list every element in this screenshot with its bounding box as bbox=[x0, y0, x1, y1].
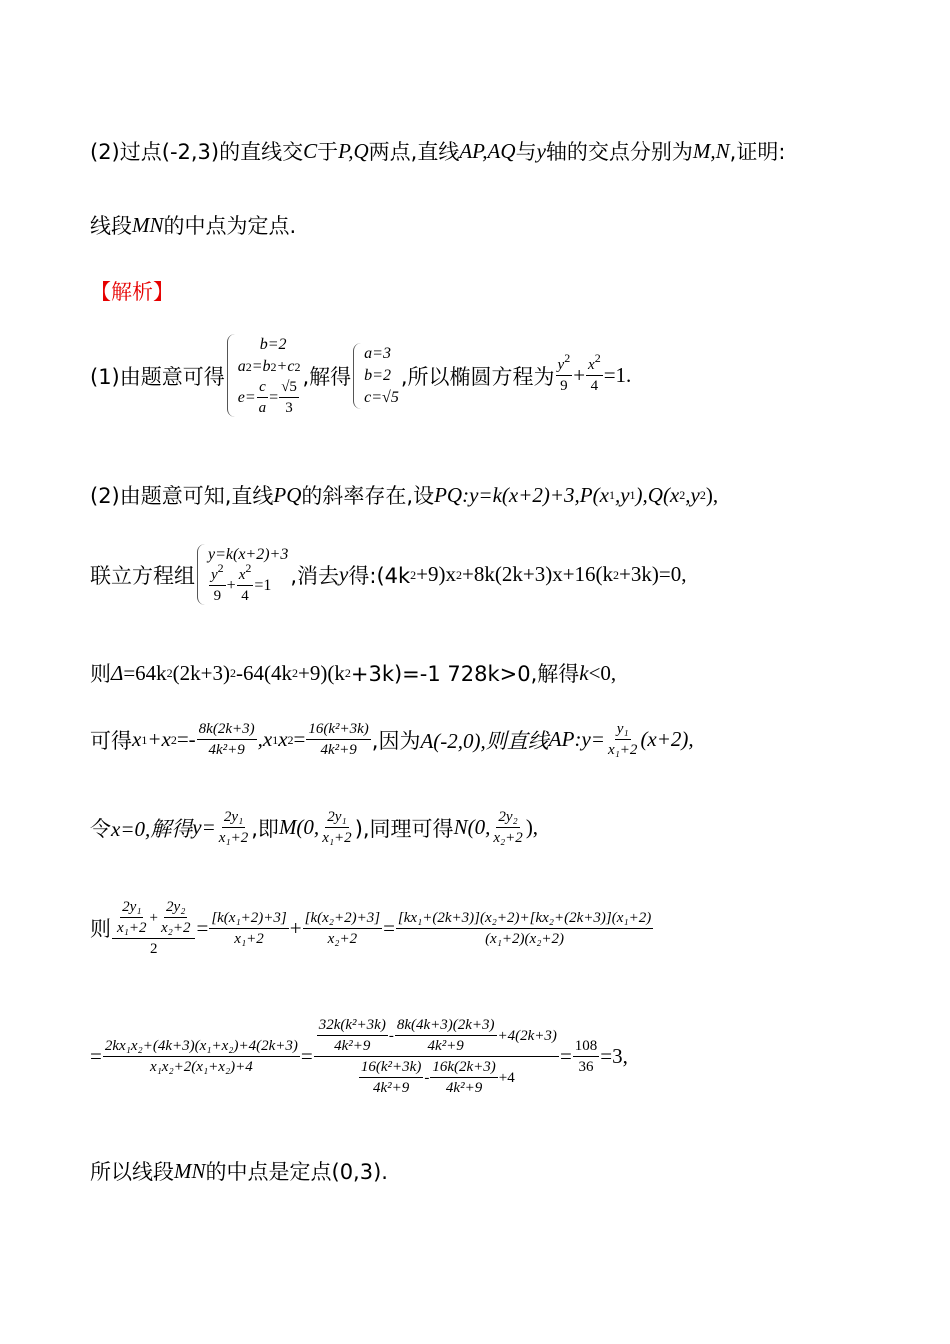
text: 的中点是定点(0,3). bbox=[205, 1160, 388, 1184]
text: AP,AQ bbox=[459, 138, 516, 163]
equation-system-3 bbox=[197, 544, 288, 605]
part2-line-7 bbox=[90, 1016, 628, 1097]
eq: y=k(x+2)+3 bbox=[208, 546, 289, 563]
text: PQ bbox=[273, 482, 302, 507]
text: MN bbox=[132, 212, 164, 237]
text: ), bbox=[525, 815, 539, 839]
text: x bbox=[278, 727, 288, 751]
eq: a bbox=[237, 358, 246, 375]
equation-system-2 bbox=[353, 343, 399, 409]
fraction: $\frac{\text{2y₂}}{\text{x₂+2}}$ bbox=[160, 899, 191, 936]
part2-line-8 bbox=[90, 1156, 388, 1186]
eq: + bbox=[226, 576, 236, 594]
text: +9)(k bbox=[298, 660, 345, 685]
fraction: $\frac{c}{a}$ bbox=[258, 379, 267, 416]
text: x=0,解得 bbox=[111, 816, 193, 841]
fraction: $\frac{x^2}{4}$ bbox=[588, 351, 601, 394]
text: M,N bbox=[692, 138, 730, 163]
text: ), bbox=[705, 482, 719, 507]
text: 轴的交点分别为 bbox=[545, 140, 693, 164]
fraction: $\frac{\text{2y₂}}{\text{x₂+2}}$ bbox=[493, 809, 523, 846]
text: = bbox=[300, 1044, 313, 1068]
text: <0, bbox=[588, 660, 617, 685]
text: 两点,直线 bbox=[368, 140, 460, 164]
eq: =1 bbox=[254, 576, 272, 594]
brace bbox=[227, 334, 235, 417]
text: ),Q(x bbox=[635, 482, 680, 507]
eq: =b bbox=[251, 358, 271, 375]
fraction: $\frac{\text{16(k²+3k)}}{\text{4k²+9}}$ bbox=[360, 1059, 422, 1096]
text: (x+2), bbox=[640, 727, 694, 751]
text: M(0, bbox=[278, 815, 320, 839]
eq: c=√5 bbox=[364, 388, 399, 406]
text: =1. bbox=[603, 363, 632, 387]
text: 线段 bbox=[90, 214, 132, 238]
text: ,消去 bbox=[290, 563, 340, 588]
text: A(-2,0),则直线 bbox=[420, 728, 549, 753]
equation-system-1: b=2 a 2 =b 2 +c 2 e= $\frac{c}{a}$ = $\frac{√5}{3}$ bbox=[227, 334, 301, 417]
fraction: $\frac{16k(2k+3)}{\text{4k²+9}}$ bbox=[432, 1059, 496, 1096]
eq: e= bbox=[237, 388, 256, 406]
text: PQ:y=k(x+2)+3,P(x bbox=[434, 482, 609, 507]
part2-line-3: 则 Δ =64k 2 (2k+3) 2 -64(4k 2 +9)(k 2 +3k)=-1 728k>0,解得 k <0, bbox=[90, 658, 616, 688]
text: 联立方程组 bbox=[90, 563, 195, 588]
text: (2k+3) bbox=[172, 660, 231, 685]
text: x bbox=[132, 727, 142, 751]
text: +3k)=0, bbox=[619, 562, 687, 586]
eq: b=2 bbox=[364, 366, 391, 384]
fraction: $\frac{x^2}{4}$ bbox=[238, 561, 252, 604]
text: +9)x bbox=[416, 562, 457, 586]
solution-heading: 【解析】 bbox=[90, 280, 174, 304]
text: ,所以椭圆方程为 bbox=[400, 364, 555, 389]
fraction: $\frac{\text{2y₁}}{\text{x₁+2}}$ bbox=[117, 899, 147, 936]
problem-line-2 bbox=[90, 210, 296, 240]
brace bbox=[353, 343, 361, 409]
text: ,y bbox=[614, 482, 630, 507]
text: 与 bbox=[515, 140, 537, 164]
text: k bbox=[579, 660, 589, 685]
text: +8k(2k+3)x+16(k bbox=[462, 562, 614, 586]
text: ,因为 bbox=[371, 728, 421, 753]
text: 令 bbox=[90, 816, 111, 841]
fraction: $\frac{\text{2kx₁x₂+(4k+3)(x₁+x₂)+4(2k+3)}}{\text{x₁x₂+2(x₁+x₂)+4}}$ bbox=[104, 1038, 298, 1075]
text: =64k bbox=[123, 660, 167, 685]
text: = bbox=[383, 915, 395, 940]
fraction: $\frac{\text{[kx₁+(2k+3)](x₂+2)+[kx₂+(2k+3)](x₁+2)}}{\text{(x₁+2)(x₂+2)}}$ bbox=[397, 909, 652, 947]
compound-fraction: $\frac{\text{32k(k²+3k)}}{\text{4k²+9}}$ - $\frac{8k(4k+3)(2k+3)}{\text{4k²+9}}$ +4(2k+3) $\frac{\text{16(k²+3k)}}{\text{4k²+9}}$ - $\frac{16k(2k+3)}{\text{4k²+9}}$ +4 bbox=[314, 1016, 559, 1097]
text: ,即 bbox=[251, 816, 279, 841]
text: (2)由题意可知,直线 bbox=[90, 484, 274, 508]
fraction: $\frac{8k(4k+3)(2k+3)}{\text{4k²+9}}$ bbox=[396, 1017, 495, 1054]
part2-line-6 bbox=[90, 898, 654, 958]
text: y= bbox=[192, 815, 216, 839]
text: + bbox=[289, 915, 302, 940]
problem-line-1 bbox=[90, 136, 785, 166]
text: y bbox=[536, 138, 546, 163]
text: ),同理可得 bbox=[354, 816, 454, 841]
text: 于 bbox=[317, 140, 339, 164]
eq: a=3 bbox=[364, 344, 391, 362]
fraction: $\frac{y^2}{9}$ bbox=[211, 561, 224, 604]
fraction: $\frac{\text{32k(k²+3k)}}{\text{4k²+9}}$ bbox=[318, 1017, 386, 1054]
fraction: $\frac{108}{36}$ bbox=[574, 1038, 598, 1075]
text: y bbox=[339, 562, 349, 586]
fraction: $\frac{√5}{3}$ bbox=[281, 379, 297, 416]
text: P,Q bbox=[338, 138, 369, 163]
text: +3k)=-1 728k>0,解得 bbox=[350, 662, 580, 686]
brace bbox=[197, 544, 205, 605]
fraction: $\frac{\text{2y₁}}{\text{x₁+2}}$ bbox=[322, 809, 352, 846]
part2-line-4: 可得 x 1 +x 2 =- $\frac{8k(2k+3)}{\text{4k²+9}}$ ,x 1 x 2 = $\frac{\text{16(k²+3k)}}{\text{4k²+9}}$ ,因为 A(-2,0),则直线 AP:y= $\frac{\text{y₁}}{\text{x₁+2}}$ (x+2), bbox=[90, 721, 694, 758]
text: =- bbox=[176, 727, 196, 751]
text: 可得 bbox=[90, 728, 132, 753]
text: C bbox=[303, 138, 318, 163]
part1-line bbox=[90, 334, 631, 417]
text: ,证明: bbox=[729, 140, 786, 164]
part2-line-5 bbox=[90, 808, 538, 847]
text: = bbox=[90, 1044, 102, 1068]
compound-fraction: $\frac{\text{2y₁}}{\text{x₁+2}}$ + $\frac{\text{2y₂}}{\text{x₂+2}}$ 2 bbox=[112, 898, 195, 958]
fraction: $\frac{y^2}{9}$ bbox=[557, 351, 571, 394]
text: =3, bbox=[600, 1044, 628, 1068]
fraction: $\frac{\text{[k(x₁+2)+3]}}{\text{x₁+2}}$ bbox=[211, 909, 287, 947]
text: + bbox=[573, 363, 586, 387]
text: 的斜率存在,设 bbox=[301, 484, 435, 508]
text: -64(4k bbox=[236, 660, 293, 685]
text: 则 bbox=[90, 662, 111, 686]
part2-line-2: 联立方程组 y=k(x+2)+3 $\frac{y^2}{9}$ + $\frac{x^2}{4}$ =1 ,消去 y 得:(4k 2 +9)x 2 +8k(2k+3)x+16(k 2 +3k)=0, bbox=[90, 546, 687, 604]
part2-line-1: (2)由题意可知,直线 PQ 的斜率存在,设 PQ:y=k(x+2)+3,P(x 1 ,y 1 ),Q(x 2 ,y 2 ), bbox=[90, 480, 718, 510]
text: 得:(4k bbox=[348, 563, 411, 588]
text: N(0, bbox=[453, 815, 491, 839]
text: MN bbox=[174, 1158, 206, 1183]
text: +x bbox=[147, 727, 171, 751]
fraction: $\frac{8k(2k+3)}{\text{4k²+9}}$ bbox=[198, 721, 255, 758]
text: ,解得 bbox=[302, 364, 352, 389]
fraction: $\frac{\text{16(k²+3k)}}{\text{4k²+9}}$ bbox=[308, 721, 369, 758]
text: Δ bbox=[111, 660, 124, 685]
text: = bbox=[196, 915, 209, 940]
text: AP:y= bbox=[548, 727, 605, 751]
text: ,x bbox=[257, 727, 273, 751]
fraction: $\frac{\text{2y₁}}{\text{x₁+2}}$ bbox=[218, 809, 249, 846]
text: = bbox=[293, 727, 306, 751]
fraction: $\frac{\text{y₁}}{\text{x₁+2}}$ bbox=[607, 721, 638, 758]
eq: b=2 bbox=[259, 336, 287, 353]
text: ,y bbox=[685, 482, 700, 507]
fraction: $\frac{\text{[k(x₂+2)+3]}}{\text{x₂+2}}$ bbox=[304, 909, 381, 947]
text: 所以线段 bbox=[90, 1160, 174, 1184]
eq: = bbox=[269, 388, 279, 406]
text: 则 bbox=[90, 917, 111, 941]
eq: +c bbox=[276, 358, 295, 375]
text: (1)由题意可得 bbox=[90, 364, 225, 389]
text: 的中点为定点. bbox=[163, 214, 297, 238]
text: (2)过点(-2,3)的直线交 bbox=[90, 140, 304, 164]
text: = bbox=[559, 1044, 572, 1068]
